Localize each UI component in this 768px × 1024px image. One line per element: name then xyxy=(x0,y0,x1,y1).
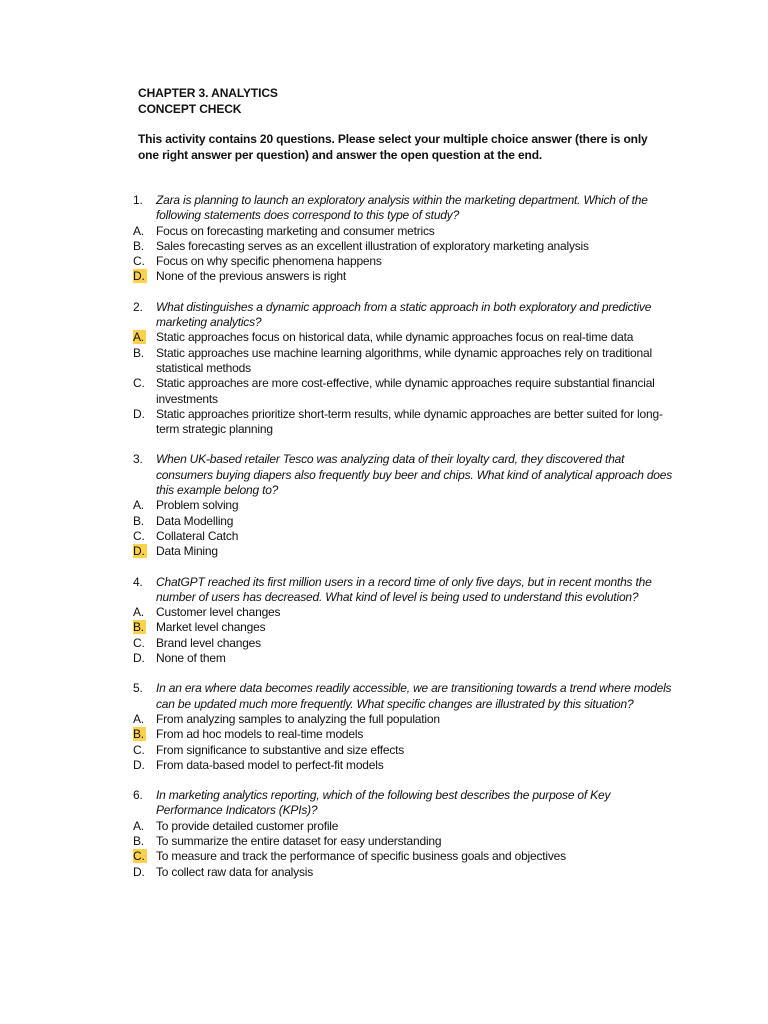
option-letter: A. xyxy=(133,818,144,833)
option-letter: C. xyxy=(133,376,145,391)
answer-option-selected xyxy=(133,727,678,742)
answer-option xyxy=(133,498,678,513)
option-letter-cell xyxy=(133,834,156,849)
option-letter: D. xyxy=(133,651,145,666)
option-letter: A. xyxy=(133,498,144,513)
answer-option-selected xyxy=(133,544,678,559)
answer-option xyxy=(133,376,678,407)
answer-option xyxy=(133,529,678,544)
option-letter-cell xyxy=(133,651,156,666)
option-text: None of the previous answers is right xyxy=(156,269,347,284)
answer-option xyxy=(133,636,678,651)
answer-option xyxy=(133,224,678,239)
option-letter-highlighted: B. xyxy=(133,727,144,742)
question-number: 1. xyxy=(133,193,143,207)
question-text: In an era where data becomes readily accessible, we are transitioning towards a trend where models can be updated much more frequently. What specific changes are illustrated by this situation? xyxy=(156,681,672,711)
option-text: From data-based model to perfect-fit models xyxy=(156,757,384,772)
chapter-title: CHAPTER 3. ANALYTICS xyxy=(138,86,278,100)
option-letter-highlighted: D. xyxy=(133,269,145,284)
answer-option xyxy=(133,834,678,849)
option-letter-highlighted: B. xyxy=(133,620,144,635)
question-list xyxy=(133,193,678,895)
question-item xyxy=(133,300,678,438)
answer-option xyxy=(133,743,678,758)
option-text: Focus on why specific phenomena happens xyxy=(156,254,382,269)
option-letter: D. xyxy=(133,864,145,879)
option-letter-cell xyxy=(133,605,156,620)
option-letter-cell xyxy=(133,758,156,773)
section-subtitle: CONCEPT CHECK xyxy=(138,101,242,116)
option-letter: C. xyxy=(133,528,145,543)
option-text: Customer level changes xyxy=(156,605,281,620)
answer-option-selected xyxy=(133,620,678,635)
option-text: Problem solving xyxy=(156,498,239,513)
option-text: Market level changes xyxy=(156,620,266,635)
option-letter-cell xyxy=(133,239,156,254)
option-letter-cell xyxy=(133,544,156,559)
option-letter: B. xyxy=(133,238,144,253)
option-text: Collateral Catch xyxy=(156,528,239,543)
option-letter: C. xyxy=(133,742,145,757)
question-text: When UK-based retailer Tesco was analyzing data of their loyalty card, they discovered that consumers buying diapers also frequently buy beer and chips. What kind of analytical approach does this example belong to? xyxy=(156,452,673,498)
option-letter-highlighted: A. xyxy=(133,330,144,345)
option-letter: A. xyxy=(133,605,144,620)
option-text: Static approaches use machine learning algorithms, while dynamic approaches rely on traditional statistical methods xyxy=(156,345,652,375)
answer-option-selected xyxy=(133,269,678,284)
question-stem xyxy=(133,193,678,224)
question-number: 3. xyxy=(133,452,143,467)
question-number: 5. xyxy=(133,681,143,696)
option-letter: C. xyxy=(133,635,145,650)
answer-option xyxy=(133,346,678,377)
option-letter: A. xyxy=(133,711,144,726)
option-text: From significance to substantive and size effects xyxy=(156,742,405,757)
option-letter-cell xyxy=(133,529,156,544)
answer-option xyxy=(133,712,678,727)
answer-option xyxy=(133,514,678,529)
option-letter-highlighted: D. xyxy=(133,544,145,559)
question-text: ChatGPT reached its first million users in a record time of only five days, but in recent months the number of users has decreased. What kind of level is being used to understand this evolution? xyxy=(156,574,652,604)
option-letter-cell xyxy=(133,376,156,391)
answer-option xyxy=(133,819,678,834)
option-text: None of them xyxy=(156,651,226,666)
option-letter-cell xyxy=(133,620,156,635)
question-stem xyxy=(133,575,678,606)
answer-option xyxy=(133,865,678,880)
option-letter-cell xyxy=(133,819,156,834)
question-item xyxy=(133,193,678,285)
option-text: To collect raw data for analysis xyxy=(156,864,314,879)
option-letter-cell xyxy=(133,712,156,727)
option-letter-cell xyxy=(133,743,156,758)
option-letter-cell xyxy=(133,865,156,880)
answer-option xyxy=(133,651,678,666)
answer-option-selected xyxy=(133,330,678,345)
question-item xyxy=(133,788,678,880)
option-letter: A. xyxy=(133,223,144,238)
question-item xyxy=(133,452,678,559)
option-letter: B. xyxy=(133,833,144,848)
option-letter: D. xyxy=(133,406,145,421)
option-text: Static approaches prioritize short-term results, while dynamic approaches are better suited for long-term strategic planning xyxy=(156,406,663,437)
answer-option xyxy=(133,254,678,269)
answer-option-selected xyxy=(133,849,678,864)
question-number: 2. xyxy=(133,299,143,314)
question-item xyxy=(133,681,678,773)
option-letter-cell xyxy=(133,330,156,345)
option-text: To provide detailed customer profile xyxy=(156,818,339,833)
question-text: Zara is planning to launch an exploratory analysis within the marketing department. Which of the following statements does correspond to this type of study? xyxy=(156,193,648,223)
question-stem xyxy=(133,452,678,498)
option-letter-cell xyxy=(133,407,156,422)
answer-option xyxy=(133,239,678,254)
answer-option xyxy=(133,407,678,438)
answer-option xyxy=(133,758,678,773)
question-number: 4. xyxy=(133,574,143,589)
option-text: To measure and track the performance of specific business goals and objectives xyxy=(156,849,566,864)
option-letter-cell xyxy=(133,346,156,361)
option-letter: C. xyxy=(133,254,145,269)
intro-paragraph: This activity contains 20 questions. Please select your multiple choice answer (there is only one right answer per question) and answer the open question at the end. xyxy=(138,132,648,162)
option-letter-highlighted: C. xyxy=(133,849,145,864)
option-letter-cell xyxy=(133,498,156,513)
answer-option xyxy=(133,605,678,620)
option-text: Sales forecasting serves as an excellent illustration of exploratory marketing analysis xyxy=(156,238,589,253)
option-letter-cell xyxy=(133,269,156,284)
question-stem xyxy=(133,300,678,331)
option-text: Data Mining xyxy=(156,544,218,559)
option-letter-cell xyxy=(133,636,156,651)
option-letter-cell xyxy=(133,254,156,269)
question-text: What distinguishes a dynamic approach from a static approach in both exploratory and predictive marketing analytics? xyxy=(156,299,652,330)
option-letter: B. xyxy=(133,513,144,528)
option-letter: D. xyxy=(133,757,145,772)
option-letter-cell xyxy=(133,849,156,864)
option-letter-cell xyxy=(133,727,156,742)
option-letter: B. xyxy=(133,345,144,360)
question-stem xyxy=(133,788,678,819)
question-stem xyxy=(133,681,678,712)
option-text: From ad hoc models to real-time models xyxy=(156,727,364,742)
option-text: Focus on forecasting marketing and consumer metrics xyxy=(156,223,435,238)
option-text: From analyzing samples to analyzing the full population xyxy=(156,711,440,726)
document-heading xyxy=(138,86,278,117)
option-letter-cell xyxy=(133,224,156,239)
option-text: Static approaches focus on historical data, while dynamic approaches focus on real-time data xyxy=(156,330,634,345)
option-letter-cell xyxy=(133,514,156,529)
option-text: Static approaches are more cost-effective, while dynamic approaches require substantial financial investments xyxy=(156,376,655,406)
question-item xyxy=(133,575,678,667)
option-text: Brand level changes xyxy=(156,635,261,650)
option-text: Data Modelling xyxy=(156,513,234,528)
question-number: 6. xyxy=(133,788,143,803)
question-text: In marketing analytics reporting, which of the following best describes the purpose of Key Performance Indicators (KPIs)? xyxy=(156,788,611,818)
option-text: To summarize the entire dataset for easy understanding xyxy=(156,833,442,848)
